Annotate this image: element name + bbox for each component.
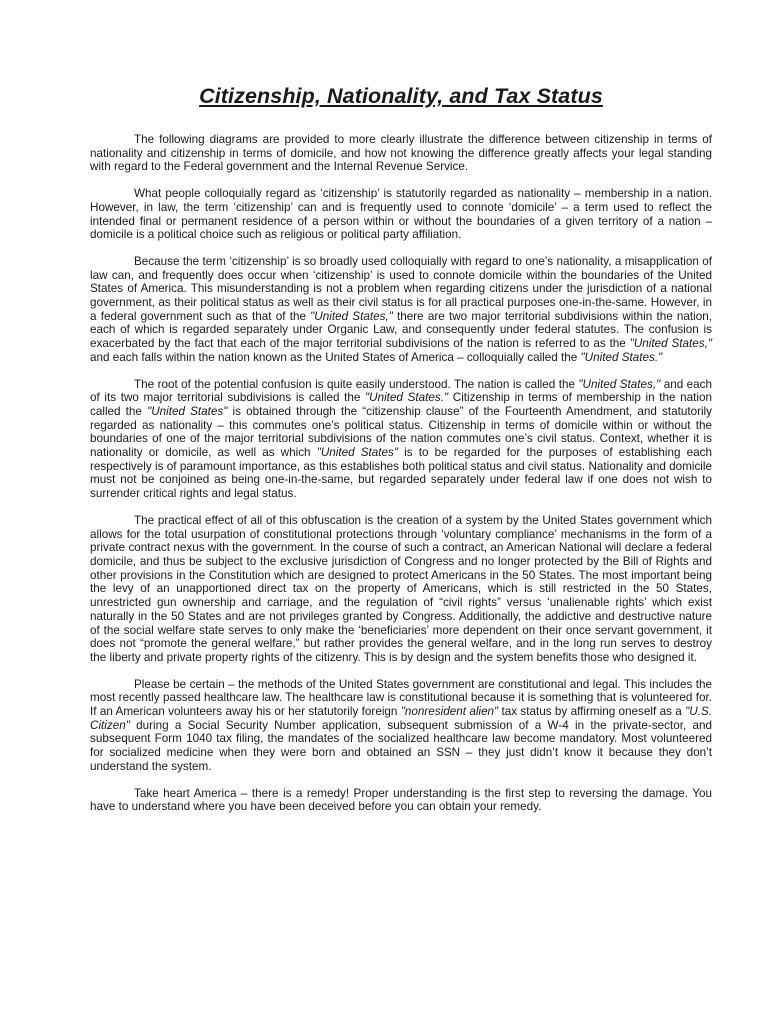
italic-term: "United States." bbox=[580, 350, 663, 364]
italic-term: "United States." bbox=[365, 391, 449, 405]
text-run: is obtained through the “citizenship clause” of the Fourteenth Amendment, and statutorily regarded as nationality – this commutes one’s political status. Citizenship in terms of domicile within or without the boundaries of one of the major territorial subdivisions of the nation commutes one’s civil status. Context, whether it is nationality or domicile, as well as which bbox=[90, 404, 712, 460]
text-run: Because the term ‘citizenship’ is so broadly used colloquially with regard to one’s nationality, a misapplication of law can, and frequently does occur when ‘citizenship’ is used to connote domicile within the boundaries of the United States of America. This misunderstanding is not a problem when regarding citizens under the jurisdiction of a national government, as their political status as well as their civil status is for all practical purposes one-in-the-same. However, in a federal government such as that of the bbox=[90, 254, 712, 323]
text-run: What people colloquially regard as ‘citizenship’ is statutorily regarded as nationality – membership in a nation. However, in law, the term ‘citizenship’ can and is frequently used to connote ‘domicile’ – a term used to reflect the intended final or permanent residence of a person within or without the boundaries of a given territory of a nation – domicile is a political choice such as religious or political party affiliation. bbox=[90, 187, 712, 242]
italic-term: "U.S. Citizen" bbox=[90, 705, 712, 732]
italic-term: "United States," bbox=[310, 309, 393, 323]
body-paragraph bbox=[90, 133, 712, 174]
text-run: and each of its two major territorial subdivisions is called the bbox=[90, 377, 713, 405]
text-run: and each falls within the nation known as the United States of America – colloquially called the bbox=[90, 350, 581, 364]
text-run: Please be certain – the methods of the United States government are constitutional and legal. This includes the most recently passed healthcare law. The healthcare law is constitutional because it is something that is volunteered for. If an American volunteers away his or her statutorily foreign bbox=[90, 677, 712, 719]
body-paragraph bbox=[90, 255, 712, 365]
text-run: The root of the potential confusion is quite easily understood. The nation is called the bbox=[134, 377, 579, 391]
text-run: The practical effect of all of this obfuscation is the creation of a system by the United States government which allows for the total usurpation of constitutional protections through ‘voluntary compliance’ mechanisms in the form of a private contract nexus with the government. In the course of such a contract, an American National will declare a federal domicile, and thus be subject to the exclusive jurisdiction of Congress and no longer protected by the Bill of Rights and other provisions in the Constitution which are designed to protect Americans in the 50 States. The most important being the levy of an unapportioned direct tax on the property of Americans, which is still restricted in the 50 States, unrestricted gun ownership and carriage, and the regulation of “civil rights” versus ‘unalienable rights’ which exist naturally in the 50 States and are not privileges granted by Congress. Additionally, the addictive and destructive nature of the social welfare state serves to only make the ‘beneficiaries’ more dependent on their once servant government, it does not “promote the general welfare,” but rather provides the general welfare, and in the long run serves to destroy the liberty and private property rights of the citizenry. This is by design and the system benefits those who designed it. bbox=[90, 513, 712, 664]
text-run: The following diagrams are provided to more clearly illustrate the difference between citizenship in terms of nationality and citizenship in terms of domicile, and how not knowing the difference greatly affects your legal standing with regard to the Federal government and the Internal Revenue Service. bbox=[90, 133, 712, 174]
italic-term: "nonresident alien" bbox=[400, 705, 499, 719]
body-paragraph bbox=[90, 378, 712, 501]
italic-term: "United States" bbox=[147, 404, 228, 418]
text-run: tax status by affirming oneself as a bbox=[498, 705, 686, 719]
text-run: there are two major territorial subdivisions within the nation, each of which is regarded separately under Organic Law, and consequently under federal statutes. The confusion is exacerbated by the fact that each of the major territorial subdivisions of the nation is referred to as the bbox=[90, 309, 712, 351]
text-run: is to be regarded for the purposes of establishing each respectively is of paramount importance, as this establishes both political status and civil status. Nationality and domicile must not be conjoined as being one-in-the-same, but regarded separately under federal law if one does not wish to surrender critical rights and legal status. bbox=[90, 446, 712, 501]
text-run: during a Social Security Number application, subsequent submission of a W-4 in the private-sector, and subsequent Form 1040 tax filing, the mandates of the socialized healthcare law become mandatory. Most volunteered for socialized medicine when they were born and obtained an SSN – they just didn’t know it because they don’t understand the system. bbox=[90, 718, 712, 773]
document-body bbox=[90, 133, 712, 814]
italic-term: "United States" bbox=[316, 446, 399, 460]
text-run: Citizenship in terms of membership in the nation called the bbox=[90, 391, 712, 418]
body-paragraph bbox=[90, 787, 712, 814]
document-title: Citizenship, Nationality, and Tax Status bbox=[199, 84, 603, 108]
italic-term: "United States," bbox=[578, 377, 661, 391]
text-run: Take heart America – there is a remedy! Proper understanding is the first step to reversing the damage. You have to understand where you have been deceived before you can obtain your remedy. bbox=[90, 786, 712, 814]
body-paragraph bbox=[90, 187, 712, 242]
body-paragraph bbox=[90, 678, 712, 774]
body-paragraph bbox=[90, 514, 712, 665]
italic-term: "United States," bbox=[629, 337, 712, 351]
